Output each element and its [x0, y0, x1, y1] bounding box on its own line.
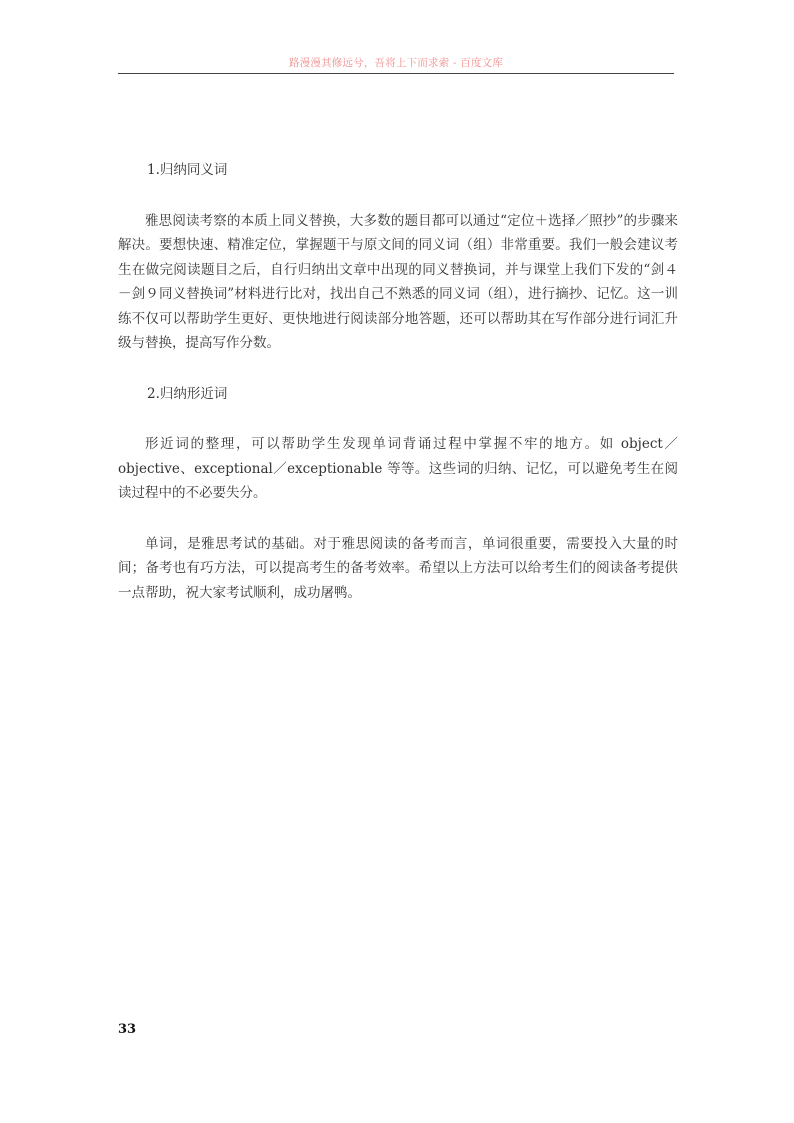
page-header-watermark: 路漫漫其修远兮，吾将上下而求索 - 百度文库: [288, 57, 504, 69]
section-heading-similar-words: 2.归纳形近词: [147, 385, 228, 402]
page-number: 33: [118, 1022, 137, 1037]
section-heading-synonyms: 1.归纳同义词: [147, 162, 228, 178]
section-body-synonyms: 雅思阅读考察的本质上同义替换，大多数的题目都可以通过“定位＋选择／照抄”的步骤来解决。要想快速、精准定位，掌握题干与原文间的同义词（组）非常重要。我们一般会建议考生在做完阅读题目之后，自行归纳出文章中出现的同义替换词，并与课堂上我们下发的“剑４－剑９同义替换词”材料进行比对，找出自己不熟悉的同义词（组），进行摘抄、记忆。这一训练不仅可以帮助学生更好、更快地进行阅读部分地答题，还可以帮助其在写作部分进行词汇升级与替换，提高写作分数。: [118, 212, 678, 351]
document-body: [118, 158, 678, 605]
section-body-similar-words: 形近词的整理，可以帮助学生发现单词背诵过程中掌握不牢的地方。如 object／objective、exceptional／exceptionable 等等。这些词的归纳、记忆，可以避免考生在阅读过程中的不必要失分。: [118, 436, 678, 501]
conclusion-paragraph: 单词，是雅思考试的基础。对于雅思阅读的备考而言，单词很重要，需要投入大量的时间；备考也有巧方法，可以提高考生的备考效率。希望以上方法可以给考生们的阅读备考提供一点帮助，祝大家考试顺利，成功屠鸭。: [118, 535, 678, 601]
header-divider: [118, 73, 674, 74]
